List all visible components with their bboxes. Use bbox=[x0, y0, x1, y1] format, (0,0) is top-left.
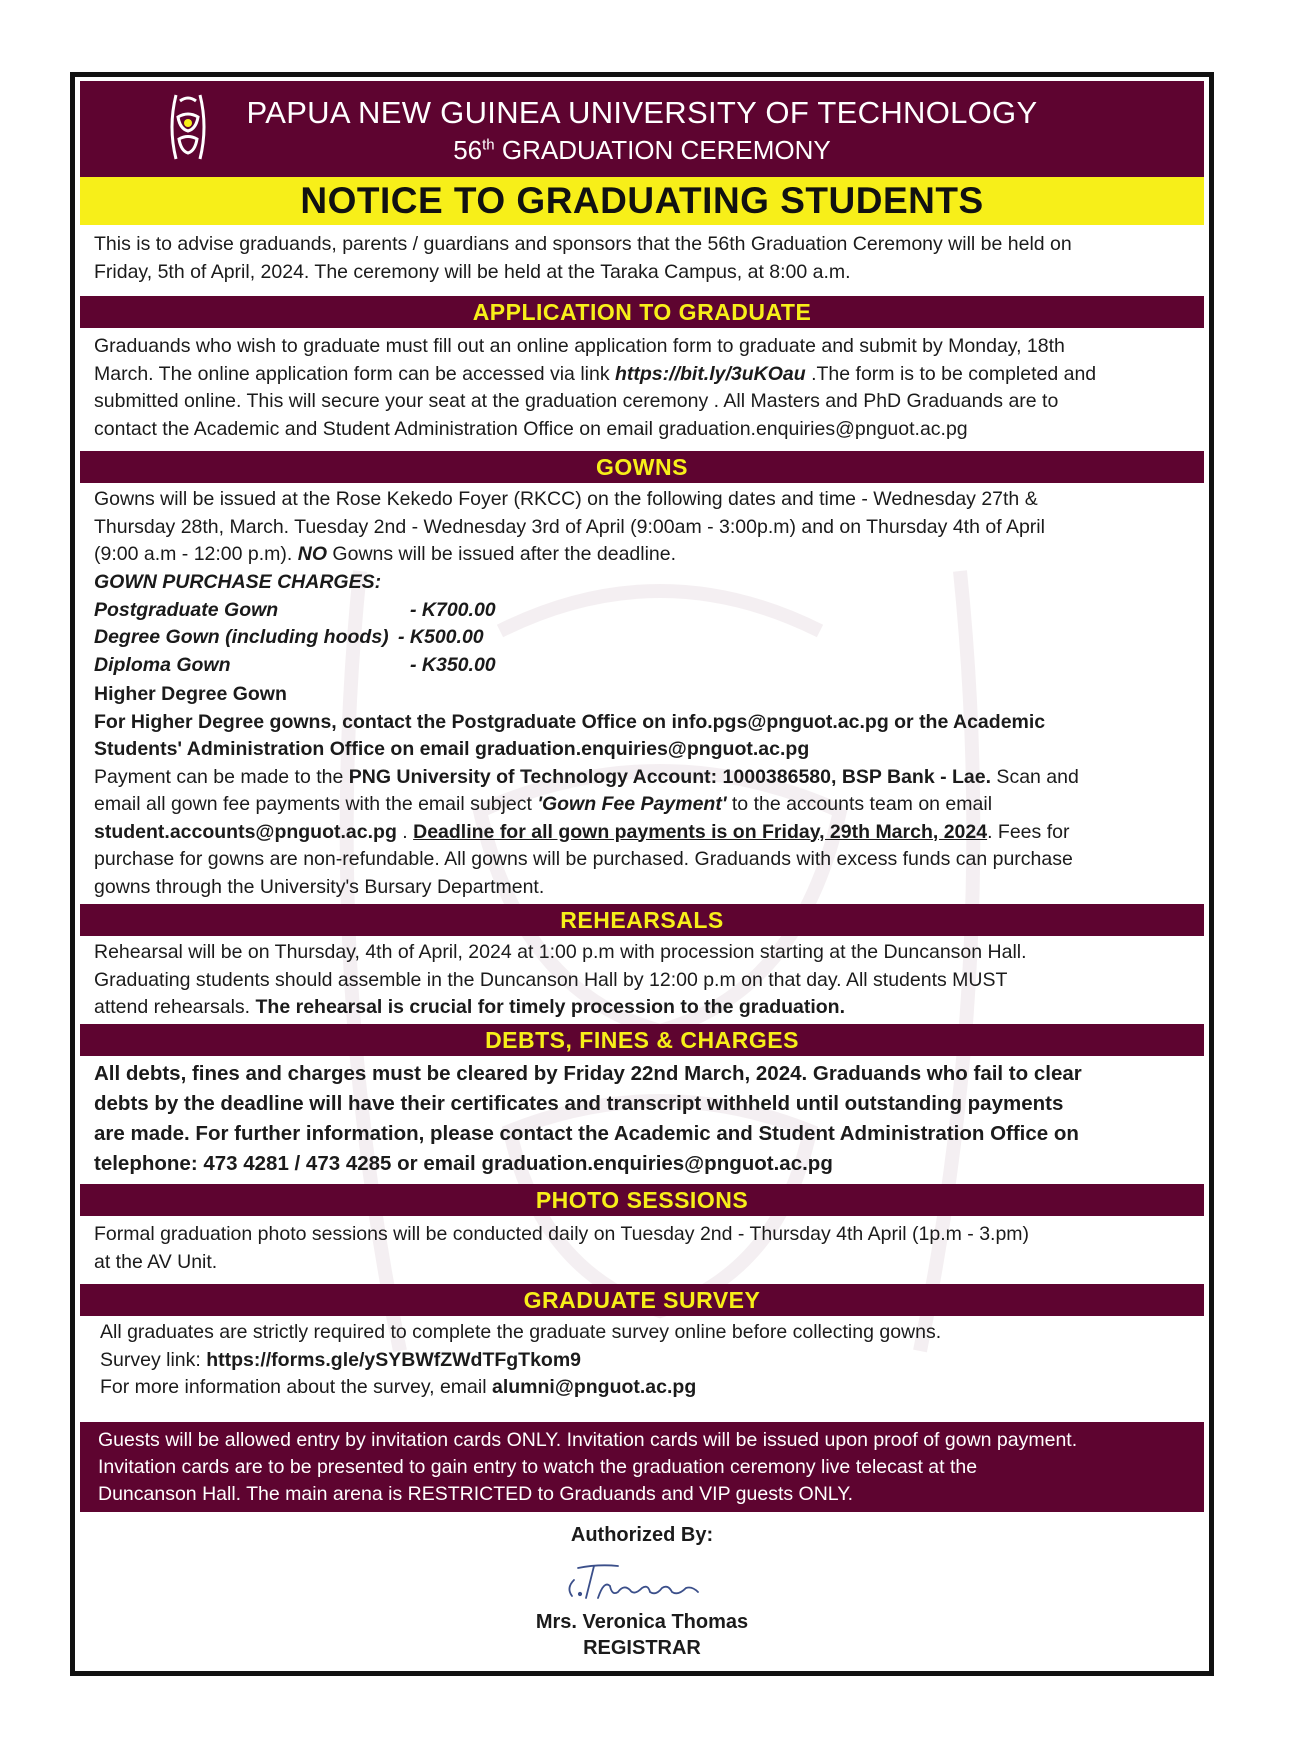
signature-icon bbox=[558, 1558, 708, 1606]
survey-line: All graduates are strictly required to complete the graduate survey online before collecting gowns. bbox=[100, 1321, 942, 1343]
charge-name: Diploma Gown bbox=[94, 653, 231, 676]
guests-line: Invitation cards are to be presented to gain entry to watch the graduation ceremony live telecast at the bbox=[98, 1456, 978, 1478]
payment-line bbox=[94, 791, 1194, 819]
application-line: submitted online. This will secure your seat at the graduation ceremony . All Masters and PhD Graduands are to bbox=[94, 390, 1059, 412]
rehearsals-heading: REHEARSALS bbox=[80, 904, 1204, 936]
survey-link[interactable]: https://forms.gle/ySYBWfZWdTFgTkom9 bbox=[206, 1348, 582, 1371]
rehearsals-paragraph bbox=[94, 939, 1194, 1022]
debts-heading: DEBTS, FINES & CHARGES bbox=[80, 1024, 1204, 1056]
application-line bbox=[94, 361, 1194, 389]
application-line: contact the Academic and Student Administration Office on email graduation.enquiries@pnguot.ac.pg bbox=[94, 417, 968, 440]
rehearsals-text: attend rehearsals. bbox=[94, 996, 256, 1018]
charges-title: GOWN PURCHASE CHARGES: bbox=[94, 571, 382, 593]
photo-heading: PHOTO SESSIONS bbox=[80, 1184, 1204, 1216]
rehearsals-line: Rehearsal will be on Thursday, 4th of April, 2024 at 1:00 p.m with procession starting at the Duncanson Hall. bbox=[94, 941, 1027, 963]
gowns-no-emphasis: NO bbox=[297, 543, 328, 565]
debts-line: debts by the deadline will have their certificates and transcript withheld until outstanding payments bbox=[94, 1092, 1064, 1115]
payment-line: purchase for gowns are non-refundable. All gowns will be purchased. Graduands with excess funds can purchase bbox=[94, 848, 1073, 870]
debts-line: All debts, fines and charges must be cleared by Friday 22nd March, 2024. Graduands who fail to clear bbox=[94, 1062, 1082, 1085]
payment-subject: 'Gown Fee Payment' bbox=[537, 793, 727, 815]
gowns-heading: GOWNS bbox=[80, 451, 1204, 483]
charge-name: Postgraduate Gown bbox=[94, 598, 279, 621]
survey-text: Survey link: bbox=[100, 1348, 207, 1371]
gowns-line bbox=[94, 541, 1194, 569]
debts-line: telephone: 473 4281 / 473 4285 or email graduation.enquiries@pnguot.ac.pg bbox=[94, 1152, 833, 1175]
gowns-text: (9:00 a.m - 12:00 p.m). bbox=[94, 543, 298, 565]
charge-name: Degree Gown (including hoods) bbox=[94, 626, 389, 648]
ceremony-suffix: th bbox=[482, 136, 495, 154]
survey-heading: GRADUATE SURVEY bbox=[80, 1284, 1204, 1316]
gowns-text: Gowns will be issued after the deadline. bbox=[327, 543, 677, 565]
rehearsals-line bbox=[94, 994, 1194, 1022]
ceremony-number: 56 bbox=[453, 135, 483, 165]
ceremony-name: GRADUATION CEREMONY bbox=[501, 135, 831, 165]
gowns-paragraph bbox=[94, 486, 1194, 569]
photo-line: Formal graduation photo sessions will be conducted daily on Tuesday 2nd - Thursday 4th April (1p.m - 3.pm) bbox=[94, 1223, 1030, 1245]
payment-email: student.accounts@pnguot.ac.pg bbox=[94, 820, 397, 843]
application-paragraph bbox=[94, 333, 1194, 443]
gowns-line: Gowns will be issued at the Rose Kekedo Foyer (RKCC) on the following dates and time - Wednesday 27th & bbox=[94, 488, 1038, 510]
intro-line: Friday, 5th of April, 2024. The ceremony will be held at the Taraka Campus, at 8:00 a.m. bbox=[94, 260, 851, 283]
charge-price: - K500.00 bbox=[398, 626, 484, 648]
guests-line: Guests will be allowed entry by invitation cards ONLY. Invitation cards will be issued upon proof of gown payment. bbox=[98, 1429, 1078, 1451]
notice-frame bbox=[70, 72, 1214, 1676]
survey-line bbox=[100, 1374, 1194, 1402]
payment-deadline: Deadline for all gown payments is on Friday, 29th March, 2024 bbox=[413, 820, 988, 843]
notice-title: NOTICE TO GRADUATING STUDENTS bbox=[80, 177, 1204, 225]
ceremony-title bbox=[80, 135, 1204, 166]
higher-degree-line: For Higher Degree gowns, contact the Postgraduate Office on info.pgs@pnguot.ac.pg or the Academic bbox=[94, 710, 1046, 733]
application-line: Graduands who wish to graduate must fill out an online application form to graduate and submit by Monday, 18th bbox=[94, 335, 1065, 357]
survey-line bbox=[100, 1347, 1194, 1375]
gown-charges bbox=[94, 569, 496, 679]
guests-banner bbox=[80, 1422, 1204, 1512]
payment-text: email all gown fee payments with the email subject bbox=[94, 793, 538, 815]
payment-line bbox=[94, 819, 1194, 847]
gowns-line: Thursday 28th, March. Tuesday 2nd - Wednesday 3rd of April (9:00am - 3:00p.m) and on Thursday 4th of April bbox=[94, 515, 1045, 538]
higher-degree-paragraph bbox=[94, 681, 1194, 901]
application-link[interactable]: https://bit.ly/3uKOau bbox=[615, 362, 806, 385]
registrar-title: REGISTRAR bbox=[583, 1637, 701, 1659]
photo-line: at the AV Unit. bbox=[94, 1250, 218, 1273]
intro-line: This is to advise graduands, parents / guardians and sponsors that the 56th Graduation Ceremony will be held on bbox=[94, 233, 1072, 255]
photo-paragraph bbox=[94, 1221, 1194, 1276]
payment-text: . bbox=[396, 820, 414, 843]
guests-text bbox=[98, 1427, 1196, 1508]
guests-line: Duncanson Hall. The main arena is RESTRICTED to Graduands and VIP guests ONLY. bbox=[98, 1483, 854, 1505]
debts-paragraph bbox=[94, 1059, 1194, 1179]
survey-text: For more information about the survey, email bbox=[100, 1376, 492, 1398]
higher-degree-title: Higher Degree Gown bbox=[94, 683, 287, 705]
rehearsals-line: Graduating students should assemble in the Duncanson Hall by 12:00 p.m on that day. All students MUST bbox=[94, 968, 1008, 991]
university-name: PAPUA NEW GUINEA UNIVERSITY OF TECHNOLOGY bbox=[246, 95, 1038, 130]
payment-text: to the accounts team on email bbox=[726, 793, 993, 815]
charge-price: - K700.00 bbox=[410, 598, 496, 621]
charge-row bbox=[94, 652, 496, 680]
notice-body bbox=[80, 81, 1204, 1667]
payment-line bbox=[94, 764, 1194, 792]
intro-paragraph bbox=[94, 231, 1194, 286]
application-text: March. The online application form can be accessed via link bbox=[94, 362, 615, 385]
registrar-name: Mrs. Veronica Thomas bbox=[535, 1611, 749, 1633]
authorized-label: Authorized By: bbox=[570, 1524, 714, 1546]
header-banner bbox=[80, 81, 1204, 177]
higher-degree-line: Students' Administration Office on email graduation.enquiries@pnguot.ac.pg bbox=[94, 738, 810, 760]
rehearsals-emphasis: The rehearsal is crucial for timely procession to the graduation. bbox=[255, 996, 846, 1018]
payment-text: . Fees for bbox=[987, 820, 1070, 843]
payment-line: gowns through the University's Bursary Department. bbox=[94, 875, 545, 898]
survey-paragraph bbox=[100, 1319, 1194, 1402]
charge-row bbox=[94, 624, 484, 652]
survey-email[interactable]: alumni@pnguot.ac.pg bbox=[491, 1376, 697, 1398]
debts-line: are made. For further information, please contact the Academic and Student Administration Office on bbox=[94, 1122, 1079, 1145]
payment-text: Payment can be made to the bbox=[94, 765, 349, 788]
payment-text: Scan and bbox=[991, 765, 1079, 788]
application-heading: APPLICATION TO GRADUATE bbox=[80, 296, 1204, 328]
payment-account: PNG University of Technology Account: 1000386580, BSP Bank - Lae. bbox=[348, 765, 992, 788]
application-text: .The form is to be completed and bbox=[805, 362, 1097, 385]
charge-row bbox=[94, 597, 496, 625]
charge-price: - K350.00 bbox=[410, 653, 496, 676]
